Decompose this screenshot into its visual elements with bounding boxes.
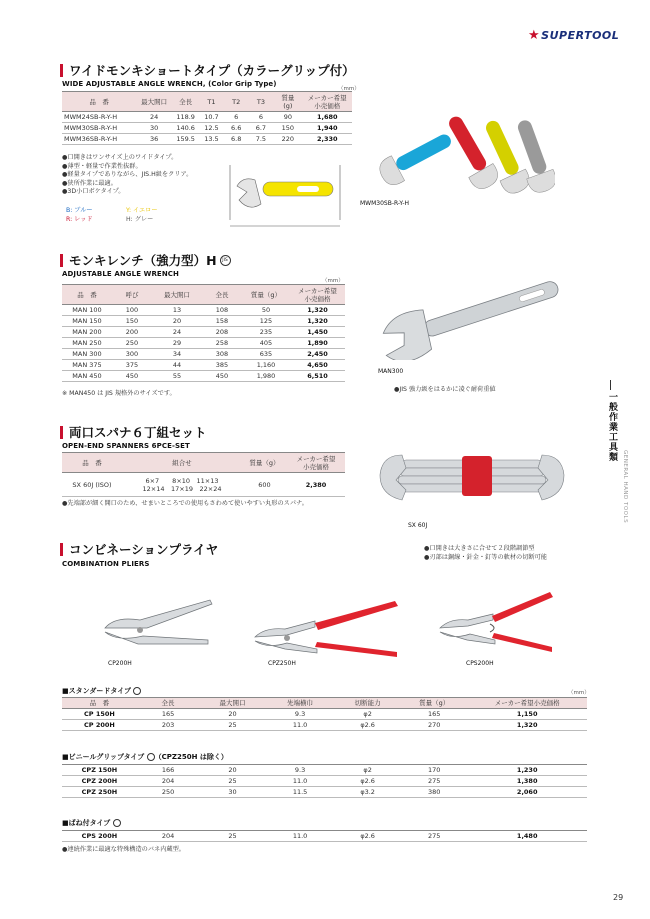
spanner-set-image <box>372 440 572 515</box>
table-cell: 11.0 <box>266 831 335 842</box>
col-header: 最大開口 <box>136 92 172 112</box>
std-type-text: ■スタンダードタイプ <box>62 687 131 695</box>
brand-name: SUPERTOOL <box>541 29 620 42</box>
table-cell: 1,680 <box>302 112 352 123</box>
side-tab-jp: 一般作業工具類 <box>607 392 617 462</box>
table-cell: 30 <box>199 787 266 798</box>
sec1-unit: （mm） <box>338 86 360 92</box>
table-cell: 9.3 <box>266 765 335 776</box>
table-cell: 275 <box>401 776 468 787</box>
sec2-table <box>62 284 345 382</box>
table-cell: 13 <box>152 305 202 316</box>
table-cell: 1,150 <box>467 709 587 720</box>
sec2-subtitle: ADJUSTABLE ANGLE WRENCH <box>62 270 179 278</box>
sec2-image-caption: MAN300 <box>378 368 404 375</box>
note-line: ●3D小口ボケタイプ。 <box>62 188 125 195</box>
sec3-title: 両口スパナ６丁組セット <box>60 426 207 439</box>
note-line: ●軽量タイプでありながら、JIS.H級をクリア。 <box>62 171 193 178</box>
table-cell: 385 <box>202 360 242 371</box>
jis-mark-icon <box>133 687 141 695</box>
col-header: 組合せ <box>122 453 242 473</box>
vinyl-type-label <box>62 752 228 762</box>
table-cell: 4,650 <box>290 360 345 371</box>
table-cell: 1,450 <box>290 327 345 338</box>
sec4-std-table <box>62 697 587 731</box>
table-cell: 1,380 <box>467 776 587 787</box>
table-row <box>62 360 345 371</box>
table-cell: 11.0 <box>266 776 335 787</box>
table-cell: 1,940 <box>302 123 352 134</box>
sec2-title-wrap <box>60 254 231 267</box>
sec1-subtitle: WIDE ADJUSTABLE ANGLE WRENCH, (Color Grip Type) <box>62 80 277 88</box>
table-cell: 25 <box>199 776 266 787</box>
col-header: メーカー希望 小売価格 <box>302 92 352 112</box>
table-row <box>62 338 345 349</box>
col-header: T1 <box>199 92 224 112</box>
sec1-notes <box>62 154 222 197</box>
table-cell: MAN 300 <box>62 349 112 360</box>
table-cell: 24 <box>152 327 202 338</box>
table-cell: 10.7 <box>199 112 224 123</box>
table-cell: 275 <box>401 831 468 842</box>
combo-line-2: 12×14 17×19 22×24 <box>142 484 222 493</box>
table-cell: 44 <box>152 360 202 371</box>
table-cell: 2,330 <box>302 134 352 145</box>
table-cell: MAN 250 <box>62 338 112 349</box>
table-cell: 159.5 <box>172 134 199 145</box>
table-cell: 1,320 <box>290 305 345 316</box>
brand-logo <box>528 28 619 43</box>
table-cell: φ2 <box>334 709 401 720</box>
cps200h-image <box>430 588 560 658</box>
table-cell: MWM36SB-R-Y-H <box>62 134 136 145</box>
col-header: 切断能力 <box>334 698 401 709</box>
table-row <box>62 787 587 798</box>
table-cell: CPZ 250H <box>62 787 137 798</box>
vinyl-extra: （CPZ250H は除く） <box>154 753 228 761</box>
spring-type-text: ■ばね付タイプ <box>62 819 111 827</box>
table-cell: 170 <box>401 765 468 776</box>
sec4-unit: （mm） <box>568 690 590 696</box>
table-cell: MAN 100 <box>62 305 112 316</box>
table-header-row <box>62 698 587 709</box>
table-cell: 50 <box>242 305 290 316</box>
table-row <box>62 831 587 842</box>
table-cell: 220 <box>273 134 302 145</box>
table-cell: 308 <box>202 349 242 360</box>
sec1-table <box>62 91 352 145</box>
table-cell: 6,510 <box>290 371 345 382</box>
color-red: R: レッド <box>66 216 93 223</box>
table-cell: φ3.2 <box>334 787 401 798</box>
table-cell: 108 <box>202 305 242 316</box>
table-cell: 9.3 <box>266 709 335 720</box>
table-cell: 1,230 <box>467 765 587 776</box>
sec2-unit: （mm） <box>322 278 344 284</box>
caption-cps200h: CPS200H <box>466 660 494 667</box>
sec2-footnote: ※ MAN450 は JIS 規格外のサイズです。 <box>62 390 176 397</box>
table-cell: 1,320 <box>290 316 345 327</box>
table-cell: φ2.6 <box>334 776 401 787</box>
col-header: 呼び <box>112 285 152 305</box>
table-row <box>62 776 587 787</box>
table-cell: 11.5 <box>266 787 335 798</box>
table-cell: 300 <box>112 349 152 360</box>
sec3-image-caption: SX 60J <box>408 522 428 529</box>
table-cell: CP 150H <box>62 709 137 720</box>
jis-mark-icon <box>147 753 155 761</box>
sec4-footnote: ●連続作業に最適な特殊構造のバネ内蔵型。 <box>62 846 185 853</box>
table-row <box>62 134 352 145</box>
man300-image <box>372 265 572 360</box>
col-header: 品 番 <box>62 285 112 305</box>
col-header: 品 番 <box>62 698 137 709</box>
table-cell: 90 <box>273 112 302 123</box>
table-row <box>62 720 587 731</box>
table-cell: 258 <box>202 338 242 349</box>
star-icon: ★ <box>528 28 541 43</box>
table-cell: MWM30SB-R-Y-H <box>62 123 136 134</box>
side-tab-divider <box>610 380 611 390</box>
std-type-label <box>62 686 141 696</box>
table-cell: 100 <box>112 305 152 316</box>
table-cell: 200 <box>112 327 152 338</box>
note-line: ●狭所作業に最適。 <box>62 179 117 187</box>
table-cell: MWM24SB-R-Y-H <box>62 112 136 123</box>
table-cell: 1,320 <box>467 720 587 731</box>
table-cell: 36 <box>136 134 172 145</box>
table-cell: 24 <box>136 112 172 123</box>
col-header: T3 <box>249 92 274 112</box>
table-cell: 34 <box>152 349 202 360</box>
table-cell: 204 <box>137 776 199 787</box>
table-row <box>62 327 345 338</box>
table-row <box>62 305 345 316</box>
col-header: T2 <box>224 92 249 112</box>
table-cell: 13.5 <box>199 134 224 145</box>
table-cell: CPZ 200H <box>62 776 137 787</box>
sec4-title: コンビネーションプライヤ <box>60 543 218 556</box>
table-cell: φ2 <box>334 765 401 776</box>
sec4-vinyl-table <box>62 764 587 798</box>
table-cell: 6.6 <box>224 123 249 134</box>
table-cell: CPS 200H <box>62 831 137 842</box>
col-header: 質量（g） <box>401 698 468 709</box>
spring-type-label <box>62 818 121 828</box>
sec2-image-note: ●JIS 強力級をはるかに凌ぐ耐荷重値 <box>394 386 496 393</box>
table-cell: 165 <box>137 709 199 720</box>
table-cell: φ2.6 <box>334 831 401 842</box>
table-cell: φ2.6 <box>334 720 401 731</box>
table-cell: 25 <box>199 720 266 731</box>
table-cell: 380 <box>401 787 468 798</box>
table-cell: 1,890 <box>290 338 345 349</box>
side-tab <box>606 392 619 462</box>
table-row <box>62 473 345 497</box>
table-cell: 7.5 <box>249 134 274 145</box>
col-header: 全長 <box>202 285 242 305</box>
table-cell: 270 <box>401 720 468 731</box>
sec4-spring-table <box>62 830 587 842</box>
color-legend <box>66 206 206 224</box>
table-cell: 55 <box>152 371 202 382</box>
table-cell: 235 <box>242 327 290 338</box>
table-cell: 165 <box>401 709 468 720</box>
col-header: メーカー希望 小売価格 <box>290 285 345 305</box>
table-cell: 20 <box>199 709 266 720</box>
sec3-subtitle: OPEN-END SPANNERS 6PCE-SET <box>62 442 190 450</box>
table-cell: 250 <box>137 787 199 798</box>
color-yellow: Y: イエロー <box>126 207 158 214</box>
col-header: 品 番 <box>62 92 136 112</box>
sec3-note: ●先端部が細く開口のため、せまいところでの使用もさわめて使いやすい丸形のスパナ。 <box>62 500 308 507</box>
table-cell: 6.8 <box>224 134 249 145</box>
table-cell: MAN 200 <box>62 327 112 338</box>
table-cell: 2,450 <box>290 349 345 360</box>
table-cell: 20 <box>152 316 202 327</box>
table-cell: MAN 375 <box>62 360 112 371</box>
table-cell: 30 <box>136 123 172 134</box>
table-row <box>62 765 587 776</box>
table-cell: 2,060 <box>467 787 587 798</box>
table-cell: 6 <box>224 112 249 123</box>
cpz250h-image <box>245 595 405 660</box>
caption-cpz250h: CPZ250H <box>268 660 296 667</box>
jis-mark-icon <box>113 819 121 827</box>
col-header: メーカー希望小売価格 <box>467 698 587 709</box>
table-cell: 118.9 <box>172 112 199 123</box>
caption-cp200h: CP200H <box>108 660 132 667</box>
table-cell: 635 <box>242 349 290 360</box>
table-cell: 1,980 <box>242 371 290 382</box>
side-tab-en: GENERAL HAND TOOLS <box>622 450 628 524</box>
table-cell: CPZ 150H <box>62 765 137 776</box>
table-cell: 6.7 <box>249 123 274 134</box>
col-header: 質量（g） <box>242 453 287 473</box>
table-header-row <box>62 285 345 305</box>
table-cell: 140.6 <box>172 123 199 134</box>
sec3-table <box>62 452 345 497</box>
table-header-row <box>62 92 352 112</box>
col-header: 質量（g） <box>242 285 290 305</box>
col-header: 先端横巾 <box>266 698 335 709</box>
bullet-line: ●口開きは大きさに合せて２段階調節型 <box>424 545 535 552</box>
page-number: 29 <box>613 893 624 902</box>
table-cell: 125 <box>242 316 290 327</box>
table-cell: 6 <box>249 112 274 123</box>
table-cell: 20 <box>199 765 266 776</box>
table-cell: 25 <box>199 831 266 842</box>
table-cell: 166 <box>137 765 199 776</box>
sec1-image-caption: MWM30SB-R-Y-H <box>360 200 410 207</box>
note-line: ●口開きはワンサイズ上のワイドタイプ。 <box>62 154 178 161</box>
table-header-row <box>62 453 345 473</box>
sec4-subtitle: COMBINATION PLIERS <box>62 560 150 568</box>
table-row <box>62 316 345 327</box>
color-blue: B: ブルー <box>66 207 93 214</box>
table-row <box>62 123 352 134</box>
col-header: 最大開口 <box>152 285 202 305</box>
col-header: 品 番 <box>62 453 122 473</box>
table-cell: 2,380 <box>287 473 345 497</box>
sec1-title: ワイドモンキショートタイプ（カラーグリップ付） <box>60 64 355 77</box>
sec2-title: モンキレンチ（強力型）H <box>60 254 217 267</box>
note-line: ●薄型・軽量で作業性抜群。 <box>62 162 142 170</box>
table-cell <box>122 473 242 497</box>
table-cell: 600 <box>242 473 287 497</box>
table-cell: MAN 450 <box>62 371 112 382</box>
table-row <box>62 709 587 720</box>
table-cell: 450 <box>112 371 152 382</box>
table-cell: CP 200H <box>62 720 137 731</box>
table-cell: 150 <box>273 123 302 134</box>
col-header: メーカー希望 小売価格 <box>287 453 345 473</box>
table-cell: 450 <box>202 371 242 382</box>
table-cell: 203 <box>137 720 199 731</box>
table-cell: 11.0 <box>266 720 335 731</box>
table-cell: 208 <box>202 327 242 338</box>
table-row <box>62 349 345 360</box>
table-cell: 375 <box>112 360 152 371</box>
wrench-diagram <box>215 160 355 232</box>
table-cell: 250 <box>112 338 152 349</box>
table-cell: SX 60J (ISO) <box>62 473 122 497</box>
vinyl-type-text: ■ビニールグリップタイプ <box>62 753 145 761</box>
jis-mark-icon: JIS <box>220 255 231 266</box>
color-gray: H: グレー <box>126 216 154 223</box>
table-cell: 29 <box>152 338 202 349</box>
table-cell: 1,160 <box>242 360 290 371</box>
col-header: 全長 <box>137 698 199 709</box>
color-wrench-image <box>375 95 555 195</box>
sec4-bullets <box>424 545 547 562</box>
table-cell: MAN 150 <box>62 316 112 327</box>
table-cell: 204 <box>137 831 199 842</box>
table-cell: 12.5 <box>199 123 224 134</box>
col-header: 質量 (g) <box>273 92 302 112</box>
table-cell: 405 <box>242 338 290 349</box>
col-header: 全長 <box>172 92 199 112</box>
col-header: 最大開口 <box>199 698 266 709</box>
table-cell: 158 <box>202 316 242 327</box>
cp200h-image <box>95 590 220 655</box>
table-row <box>62 371 345 382</box>
bullet-line: ●刃部は銅線・針金・釘等の軟材の切断可能 <box>424 553 547 561</box>
combo-line-1: 6×7 8×10 11×13 <box>145 476 219 485</box>
table-cell: 1,480 <box>467 831 587 842</box>
table-row <box>62 112 352 123</box>
table-cell: 150 <box>112 316 152 327</box>
